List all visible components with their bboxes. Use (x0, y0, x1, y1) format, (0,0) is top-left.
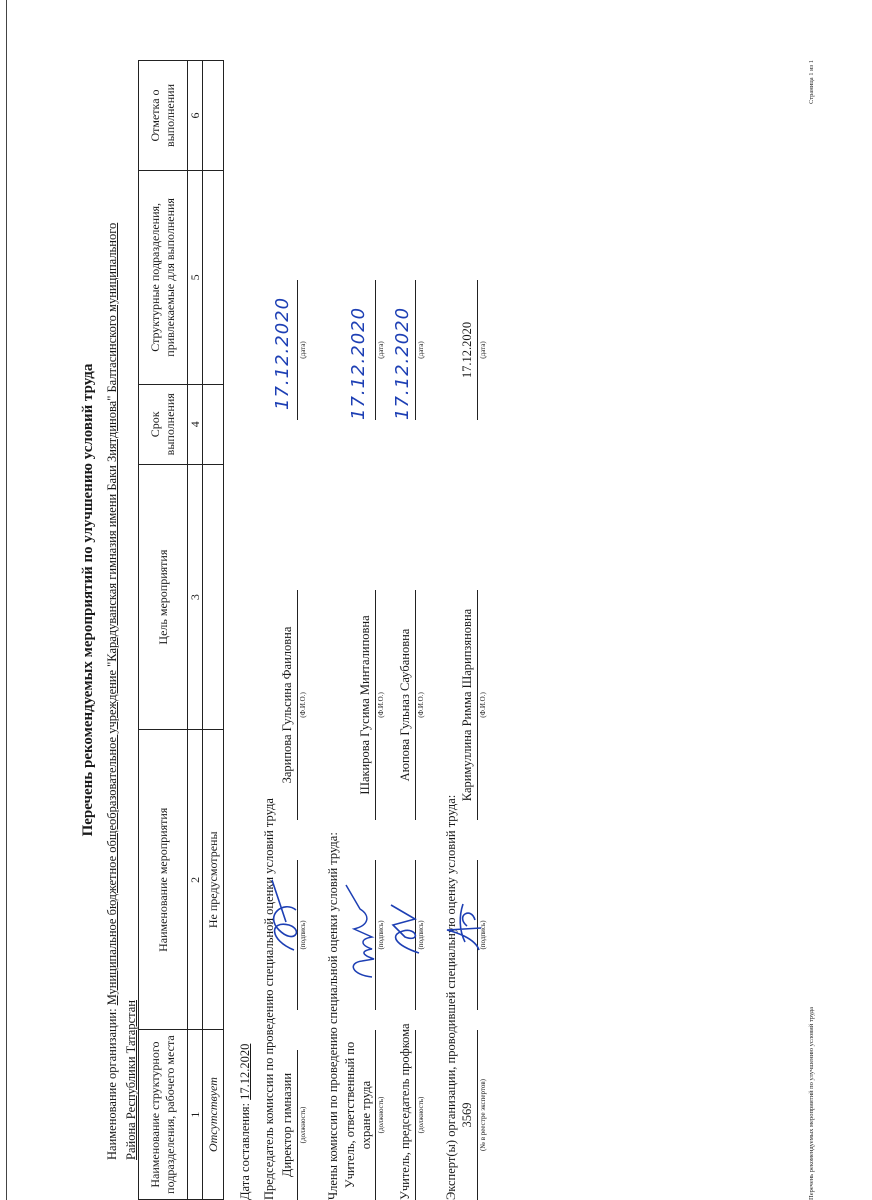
member2-position: Учитель, председатель профкома (398, 1023, 412, 1200)
caption-fio: (Ф.И.О.) (417, 692, 425, 718)
member1-position-line (375, 1030, 376, 1200)
caption-fio: (Ф.И.О.) (299, 692, 307, 718)
org-name-line1: Муниципальное бюджетное общеобразовательное учреждение "Карадуванская гимназия имени Баки Зиятдинова" Балтасинского муниципального (105, 222, 119, 1006)
col-header-unit: Наименование структурного подразделения, рабочего места (139, 1030, 188, 1200)
expert-date: 17.12.2020 (460, 321, 474, 379)
table-header-row (139, 61, 188, 1200)
caption-signature: (подпись) (377, 920, 385, 950)
cell-mark (203, 61, 224, 171)
caption-registry: (№ в реестре экспертов) (479, 1079, 487, 1152)
member1-handwritten-date: 17.12.2020 (348, 306, 369, 420)
col-number: 6 (188, 61, 203, 171)
org-name-line2: Района Республики Татарстан (124, 1000, 138, 1160)
measures-table (138, 60, 224, 1200)
experts-heading: Эксперт(ы) организации, проводившей специальную оценку условий труда: (444, 794, 458, 1200)
footer-page-number: Страница 1 из 1 (808, 60, 815, 105)
col-header-measure: Наименование мероприятия (139, 730, 188, 1030)
expert-name: Каримуллина Римма Шарипзяновна (460, 608, 474, 802)
page-title: Перечень рекомендуемых мероприятий по улучшению условий труда (80, 363, 96, 837)
col-number: 4 (188, 384, 203, 464)
col-header-term: Срок выполнения (139, 384, 188, 464)
caption-signature: (подпись) (417, 920, 425, 950)
chairman-signature-icon (264, 870, 304, 960)
caption-date: (дата) (479, 341, 487, 359)
caption-position: (должность) (299, 1106, 307, 1144)
col-header-goal: Цель мероприятия (139, 464, 188, 730)
caption-fio: (Ф.И.О.) (479, 692, 487, 718)
footer-document-name: Перечень рекомендуемых мероприятий по улучшению условий труда (808, 1007, 815, 1200)
caption-fio: (Ф.И.О.) (377, 692, 385, 718)
date-compiled-value: 17.12.2020 (238, 1043, 252, 1100)
member1-signature-icon (342, 875, 382, 985)
member2-name-line (415, 590, 416, 820)
member1-date-line (375, 280, 376, 420)
organization-name (103, 50, 141, 1160)
member1-position: Учитель, ответственный по охране труда (343, 1041, 373, 1189)
expert-name-line (477, 590, 478, 820)
member2-date-line (415, 280, 416, 420)
col-header-mark: Отметка о выполнении (139, 61, 188, 171)
chairman-name-line (297, 590, 298, 820)
expert-registry-number: 3569 (460, 1102, 474, 1128)
chairman-handwritten-date: 17.12.2020 (272, 296, 293, 410)
expert-registry-line (477, 1030, 478, 1200)
date-compiled-label: Дата составления: (238, 1099, 252, 1200)
chairman-heading: Председатель комиссии по проведению специальной оценки условий труда (262, 798, 276, 1200)
chairman-name: Зарипова Гульсина Фаиловна (280, 626, 294, 784)
chairman-date-line (297, 280, 298, 420)
org-prefix: Наименование организации: (105, 1005, 119, 1160)
members-heading: Члены комиссии по проведению специальной оценки условий труда: (326, 832, 340, 1200)
chairman-position: Директор гимназии (280, 1072, 294, 1178)
cell-unit: Отсутствует (203, 1030, 224, 1200)
member1-name: Шакирова Гусима Минталиповна (358, 615, 372, 795)
caption-position: (должность) (417, 1096, 425, 1134)
col-number: 3 (188, 464, 203, 730)
cell-measure: Не предусмотрены (203, 730, 224, 1030)
member2-position-line (415, 1030, 416, 1200)
caption-date: (дата) (417, 341, 425, 359)
expert-date-line (477, 280, 478, 420)
expert-signature-icon (445, 880, 485, 960)
member2-name: Аюпова Гульназ Саубановна (398, 628, 412, 782)
column-number-row (188, 61, 203, 1200)
col-number: 2 (188, 730, 203, 1030)
scan-edge-line (6, 0, 7, 1200)
caption-position: (должность) (377, 1096, 385, 1134)
caption-signature: (подпись) (479, 920, 487, 950)
member1-name-line (375, 590, 376, 820)
col-number: 1 (188, 1030, 203, 1200)
cell-goal (203, 464, 224, 730)
col-header-departments: Структурные подразделения, привлекаемые для выполнения (139, 170, 188, 384)
caption-signature: (подпись) (299, 920, 307, 950)
caption-date: (дата) (299, 341, 307, 359)
member2-signature-icon (385, 885, 425, 965)
member2-handwritten-date: 17.12.2020 (392, 306, 413, 420)
col-number: 5 (188, 170, 203, 384)
caption-date: (дата) (377, 341, 385, 359)
cell-departments (203, 170, 224, 384)
cell-term (203, 384, 224, 464)
table-row (203, 61, 224, 1200)
chairman-position-line (297, 1050, 298, 1200)
date-compiled (238, 1044, 253, 1200)
